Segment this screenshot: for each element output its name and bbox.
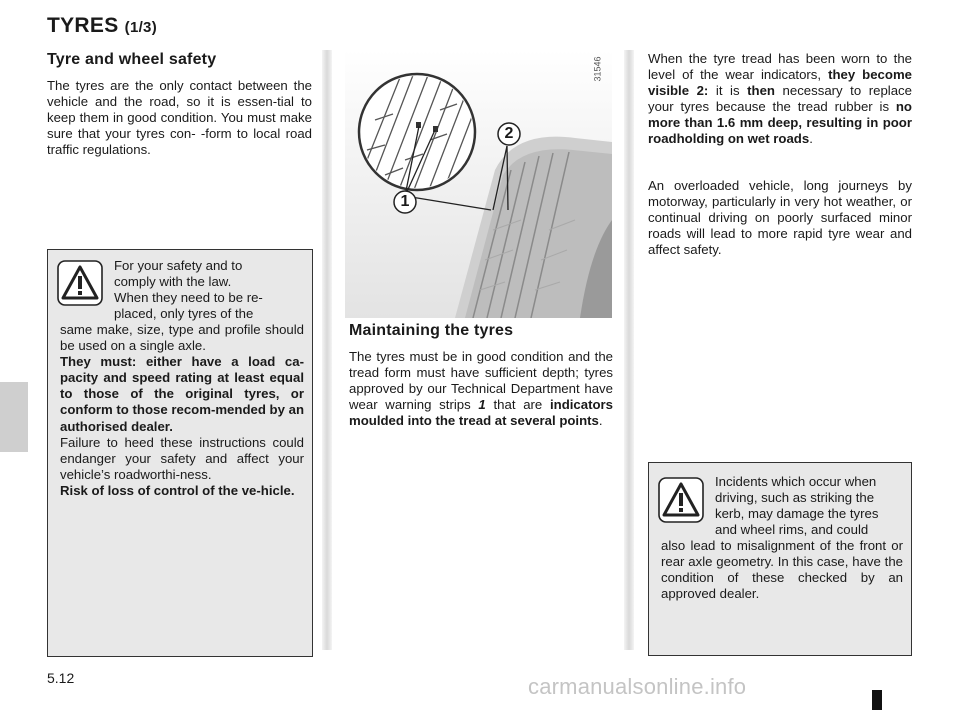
ref-number-inline: 1 (478, 397, 486, 413)
warning-triangle-icon (57, 260, 103, 306)
warning-line: kerb, may damage the tyres (715, 506, 879, 522)
warning-line: When they need to be re- (114, 290, 263, 306)
warning-box-tyres (47, 249, 313, 657)
illustration-ref-number: 31546 (592, 56, 603, 82)
title-part: (1/3) (124, 19, 157, 36)
maintaining-paragraph (349, 349, 613, 429)
corner-mark (872, 690, 882, 710)
column-divider (322, 50, 332, 650)
warning-line: placed, only tyres of the (114, 306, 254, 322)
warning-bold-text: They must: either have a load ca-pacity and speed rating at least equal to those of the original tyres, or conform to those recom-mended by an authorised dealer. (60, 354, 305, 434)
text-run: When the tyre tread has been worn to the level of the wear indicators, (648, 51, 912, 83)
title-text: TYRES (47, 14, 119, 37)
text-run-bold: indicators moulded into the tread at several points (349, 397, 613, 429)
warning-line: driving, such as striking the (715, 490, 875, 506)
warning-lead-text (114, 258, 304, 322)
text-run-bold: no more than 1.6 mm deep, resulting in poor roadholding on wet roads (648, 99, 912, 147)
text-run: . (809, 131, 813, 147)
callout-label-2: 2 (504, 125, 514, 142)
warning-line: comply with the law. (114, 274, 232, 290)
wear-indicator-paragraph (648, 51, 912, 148)
warning-normal-text-2: Failure to heed these instructions could endanger your safety and affect your vehicle’s roadworthi-ness. (60, 434, 304, 482)
text-run-bold: then (747, 83, 775, 99)
warning-line: For your safety and to (114, 258, 243, 273)
text-run-bold: they become visible 2: (648, 67, 912, 99)
tyre-drawing (345, 50, 612, 318)
section-tab (0, 382, 28, 452)
tyre-wear-paragraph: An overloaded vehicle, long journeys by motorway, particularly in very hot weather, or continual driving on poorly surfaced minor roads will lead to more rapid tyre wear and affect safety. (648, 178, 912, 258)
section-heading-safety: Tyre and wheel safety (47, 51, 217, 68)
page-title (47, 14, 157, 38)
safety-paragraph: The tyres are the only contact between the vehicle and the road, so it is essen-tial to keep them in good condition. You must make sure that your tyres con- -form to local road traffic regulations. (47, 78, 312, 158)
warning-bold-text-2: Risk of loss of control of the ve-hicle. (60, 482, 295, 498)
warning-lead-text (715, 474, 903, 538)
watermark: carmanualsonline.info (528, 674, 747, 699)
warning-normal-text: same make, size, type and profile should be used on a single axle. (60, 322, 304, 354)
section-heading-maintaining: Maintaining the tyres (349, 322, 514, 339)
warning-body-text (60, 322, 304, 499)
text-run: The tyres must be in good condition and the tread form must have sufficient depth; tyres approved by our Technical Department have wear warning strips (349, 349, 613, 413)
warning-line: and wheel rims, and could (715, 522, 869, 538)
text-run: necessary to replace your tyres because the tread rubber is (648, 83, 912, 115)
column-divider (624, 50, 634, 650)
warning-line: Incidents which occur when (715, 474, 877, 489)
text-run: . (598, 413, 603, 429)
page-number: 5.12 (47, 670, 75, 686)
warning-triangle-icon (658, 477, 704, 523)
warning-box-incidents (648, 462, 912, 656)
tyre-illustration (345, 50, 612, 318)
warning-body-text: also lead to misalignment of the front or rear axle geometry. In this case, have the condition of these checked by an approved dealer. (661, 538, 903, 602)
text-run: it is (715, 83, 740, 99)
text-run: that are (493, 397, 543, 413)
callout-label-1: 1 (400, 193, 410, 210)
